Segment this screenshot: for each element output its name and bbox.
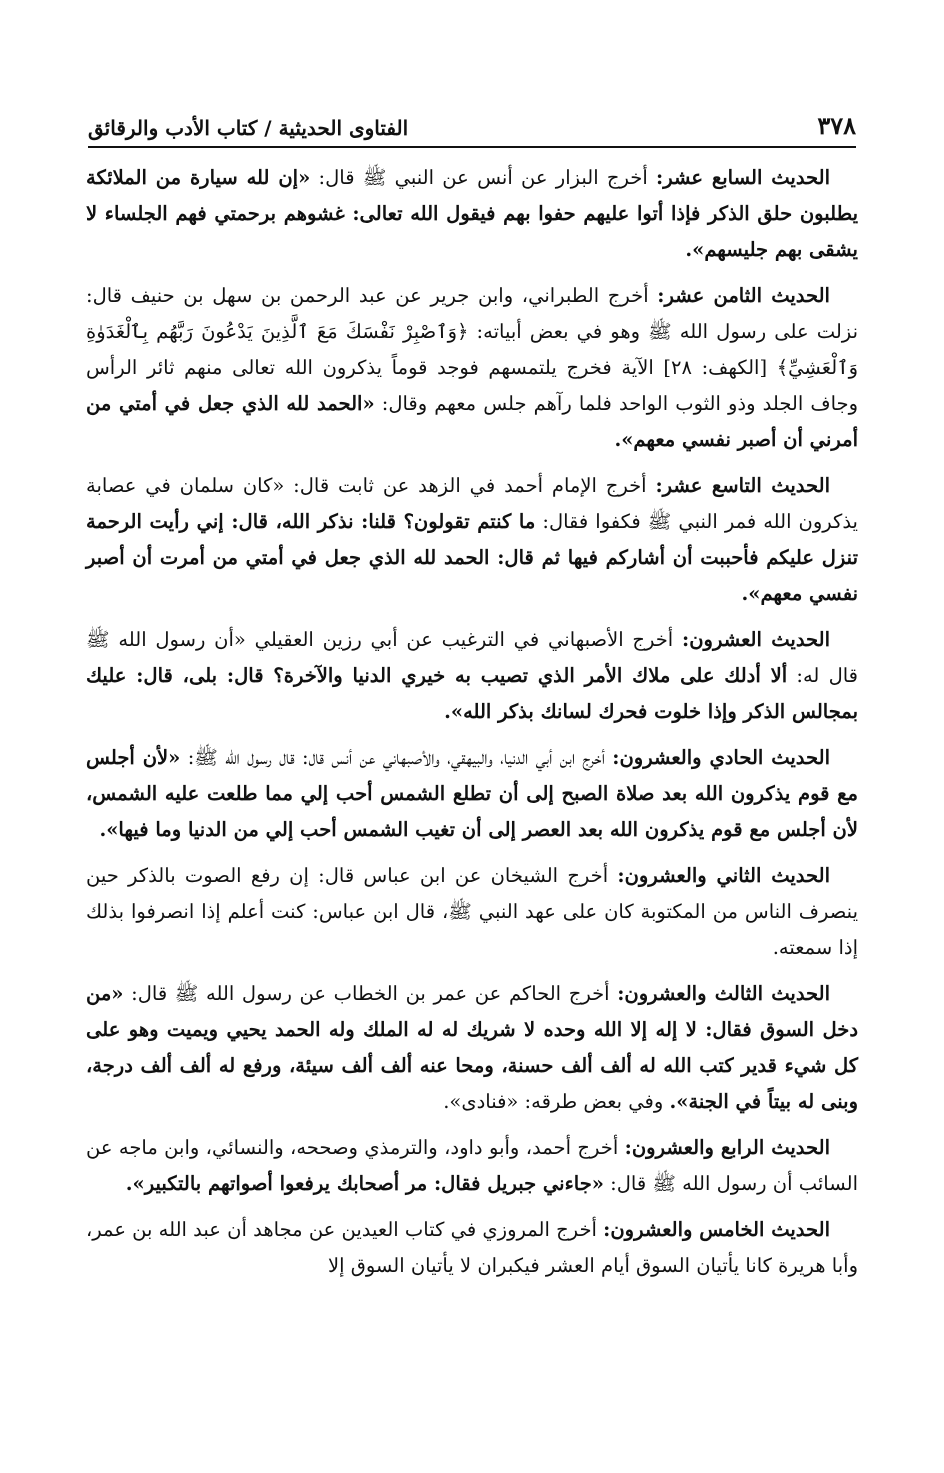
hadith-intro: أخرج أحمد، وأبو داود، والترمذي وصححه، والنسائي، وابن ماجه عن السائب أن رسول الله ﷺ قال: xyxy=(86,1136,858,1195)
hadith-intro: أخرج الحاكم عن عمر بن الخطاب عن رسول الله ﷺ قال: xyxy=(123,982,618,1005)
page-body xyxy=(86,160,858,1294)
hadith-intro: أخرج ابن أبي الدنيا، والبيهقي، والأصبهاني عن أنس قال: قال رسول الله ﷺ: xyxy=(180,746,613,769)
hadith-quote: «الحمد لله الذي جعل في أمتي من أمرني أن أصبر نفسي معهم». xyxy=(86,392,858,451)
hadith-title: الحديث الرابع والعشرون: xyxy=(624,1136,830,1159)
hadith-title: الحديث الثامن عشر: xyxy=(657,284,830,307)
hadith-title: الحديث الخامس والعشرون: xyxy=(603,1218,830,1241)
hadith-intro: أخرج المروزي في كتاب العيدين عن مجاهد أن عبد الله بن عمر، وأبا هريرة كانا يأتيان السوق أيام العشر فيكبران لا يأتيان السوق إلا xyxy=(86,1218,858,1277)
hadith-intro: أخرج الإمام أحمد في الزهد عن ثابت قال: «كان سلمان في عصابة يذكرون الله فمر النبي ﷺ فكفوا فقال: xyxy=(86,474,858,533)
hadith-title: الحديث التاسع عشر: xyxy=(655,474,830,497)
hadith-title: الحديث الثالث والعشرون: xyxy=(617,982,831,1005)
hadith-paragraph xyxy=(86,622,858,730)
hadith-title: الحديث الثاني والعشرون: xyxy=(617,864,830,887)
hadith-quote: «جاءني جبريل فقال: مر أصحابك يرفعوا أصواتهم بالتكبير». xyxy=(125,1172,604,1195)
hadith-paragraph xyxy=(86,1130,858,1202)
hadith-paragraph xyxy=(86,1212,858,1284)
hadith-rest: قلنا: نذكر الله، قال: إني رأيت الرحمة تنزل عليكم فأحببت أن أشاركم فيها ثم قال: الحمد لله الذي جعل في أمتي من أمرت أن أصبر نفسي معهم». xyxy=(86,510,858,605)
hadith-title: الحديث السابع عشر: xyxy=(656,166,830,189)
hadith-intro: أخرج الأصبهاني في الترغيب عن أبي رزين العقيلي «أن رسول الله ﷺ قال له: xyxy=(86,628,859,687)
hadith-quote: «من دخل السوق فقال: لا إله إلا الله وحده لا شريك له له الملك وله الحمد يحيي ويميت وهو على كل شيء قدير كتب الله له ألف ألف حسنة، ومحا عنه ألف ألف سيئة، ورفع له ألف ألف درجة، وبنى له بيتاً في الجنة». xyxy=(86,982,858,1113)
hadith-paragraph xyxy=(86,740,858,848)
hadith-paragraph xyxy=(86,160,858,268)
hadith-paragraph xyxy=(86,976,858,1120)
hadith-quote: ما كنتم تقولون؟ xyxy=(403,510,536,533)
hadith-paragraph xyxy=(86,468,858,612)
hadith-intro: أخرج الشيخان عن ابن عباس قال: إن رفع الصوت بالذكر حين ينصرف الناس من المكتوبة كان على عهد النبي ﷺ، قال ابن عباس: كنت أعلم إذا انصرفوا بذلك إذا سمعته. xyxy=(86,864,858,959)
hadith-quote: «لأن أجلس مع قوم يذكرون الله بعد صلاة الصبح إلى أن تطلع الشمس أحب إلي مما طلعت عليه الشمس، لأن أجلس مع قوم يذكرون الله بعد العصر إلى أن تغيب الشمس أحب إلي من الدنيا وما فيها». xyxy=(86,746,858,841)
hadith-paragraph xyxy=(86,858,858,966)
hadith-quote: ألا أدلك على ملاك الأمر الذي تصيب به خيري الدنيا والآخرة؟ قال: بلى، قال: عليك بمجالس الذكر وإذا خلوت فحرك لسانك بذكر الله». xyxy=(86,664,858,723)
hadith-rest: وفي بعض طرقه: «فنادى». xyxy=(443,1090,670,1113)
hadith-paragraph xyxy=(86,278,858,458)
hadith-title: الحديث العشرون: xyxy=(682,628,831,651)
hadith-title: الحديث الحادي والعشرون: xyxy=(612,746,830,769)
page-header xyxy=(88,108,856,148)
hadith-intro: أخرج البزار عن أنس عن النبي ﷺ قال: xyxy=(310,166,657,189)
page-number: ٣٧٨ xyxy=(817,111,856,140)
hadith-quote: «إن لله سيارة من الملائكة يطلبون حلق الذكر فإذا أتوا عليهم حفوا بهم فيقول الله تعالى: غشوهم برحمتي فهم الجلساء لا يشقى بهم جليسهم». xyxy=(86,166,858,261)
hadith-intro: أخرج الطبراني، وابن جرير عن عبد الرحمن بن سهل بن حنيف قال: نزلت على رسول الله ﷺ وهو في بعض أبياته: ﴿وَٱصْبِرْ نَفْسَكَ مَعَ ٱلَّذِينَ يَدْعُونَ رَبَّهُم بِٱلْغَدَوٰةِ وَٱلْعَشِيِّ﴾ [الكهف: ٢٨] الآية فخرج يلتمسهم فوجد قوماً يذكرون الله تعالى منهم ثائر الرأس وجاف الجلد وذو الثوب الواحد فلما رآهم جلس معهم وقال: xyxy=(86,284,858,415)
running-title: الفتاوى الحديثية / كتاب الأدب والرقائق xyxy=(88,116,409,140)
